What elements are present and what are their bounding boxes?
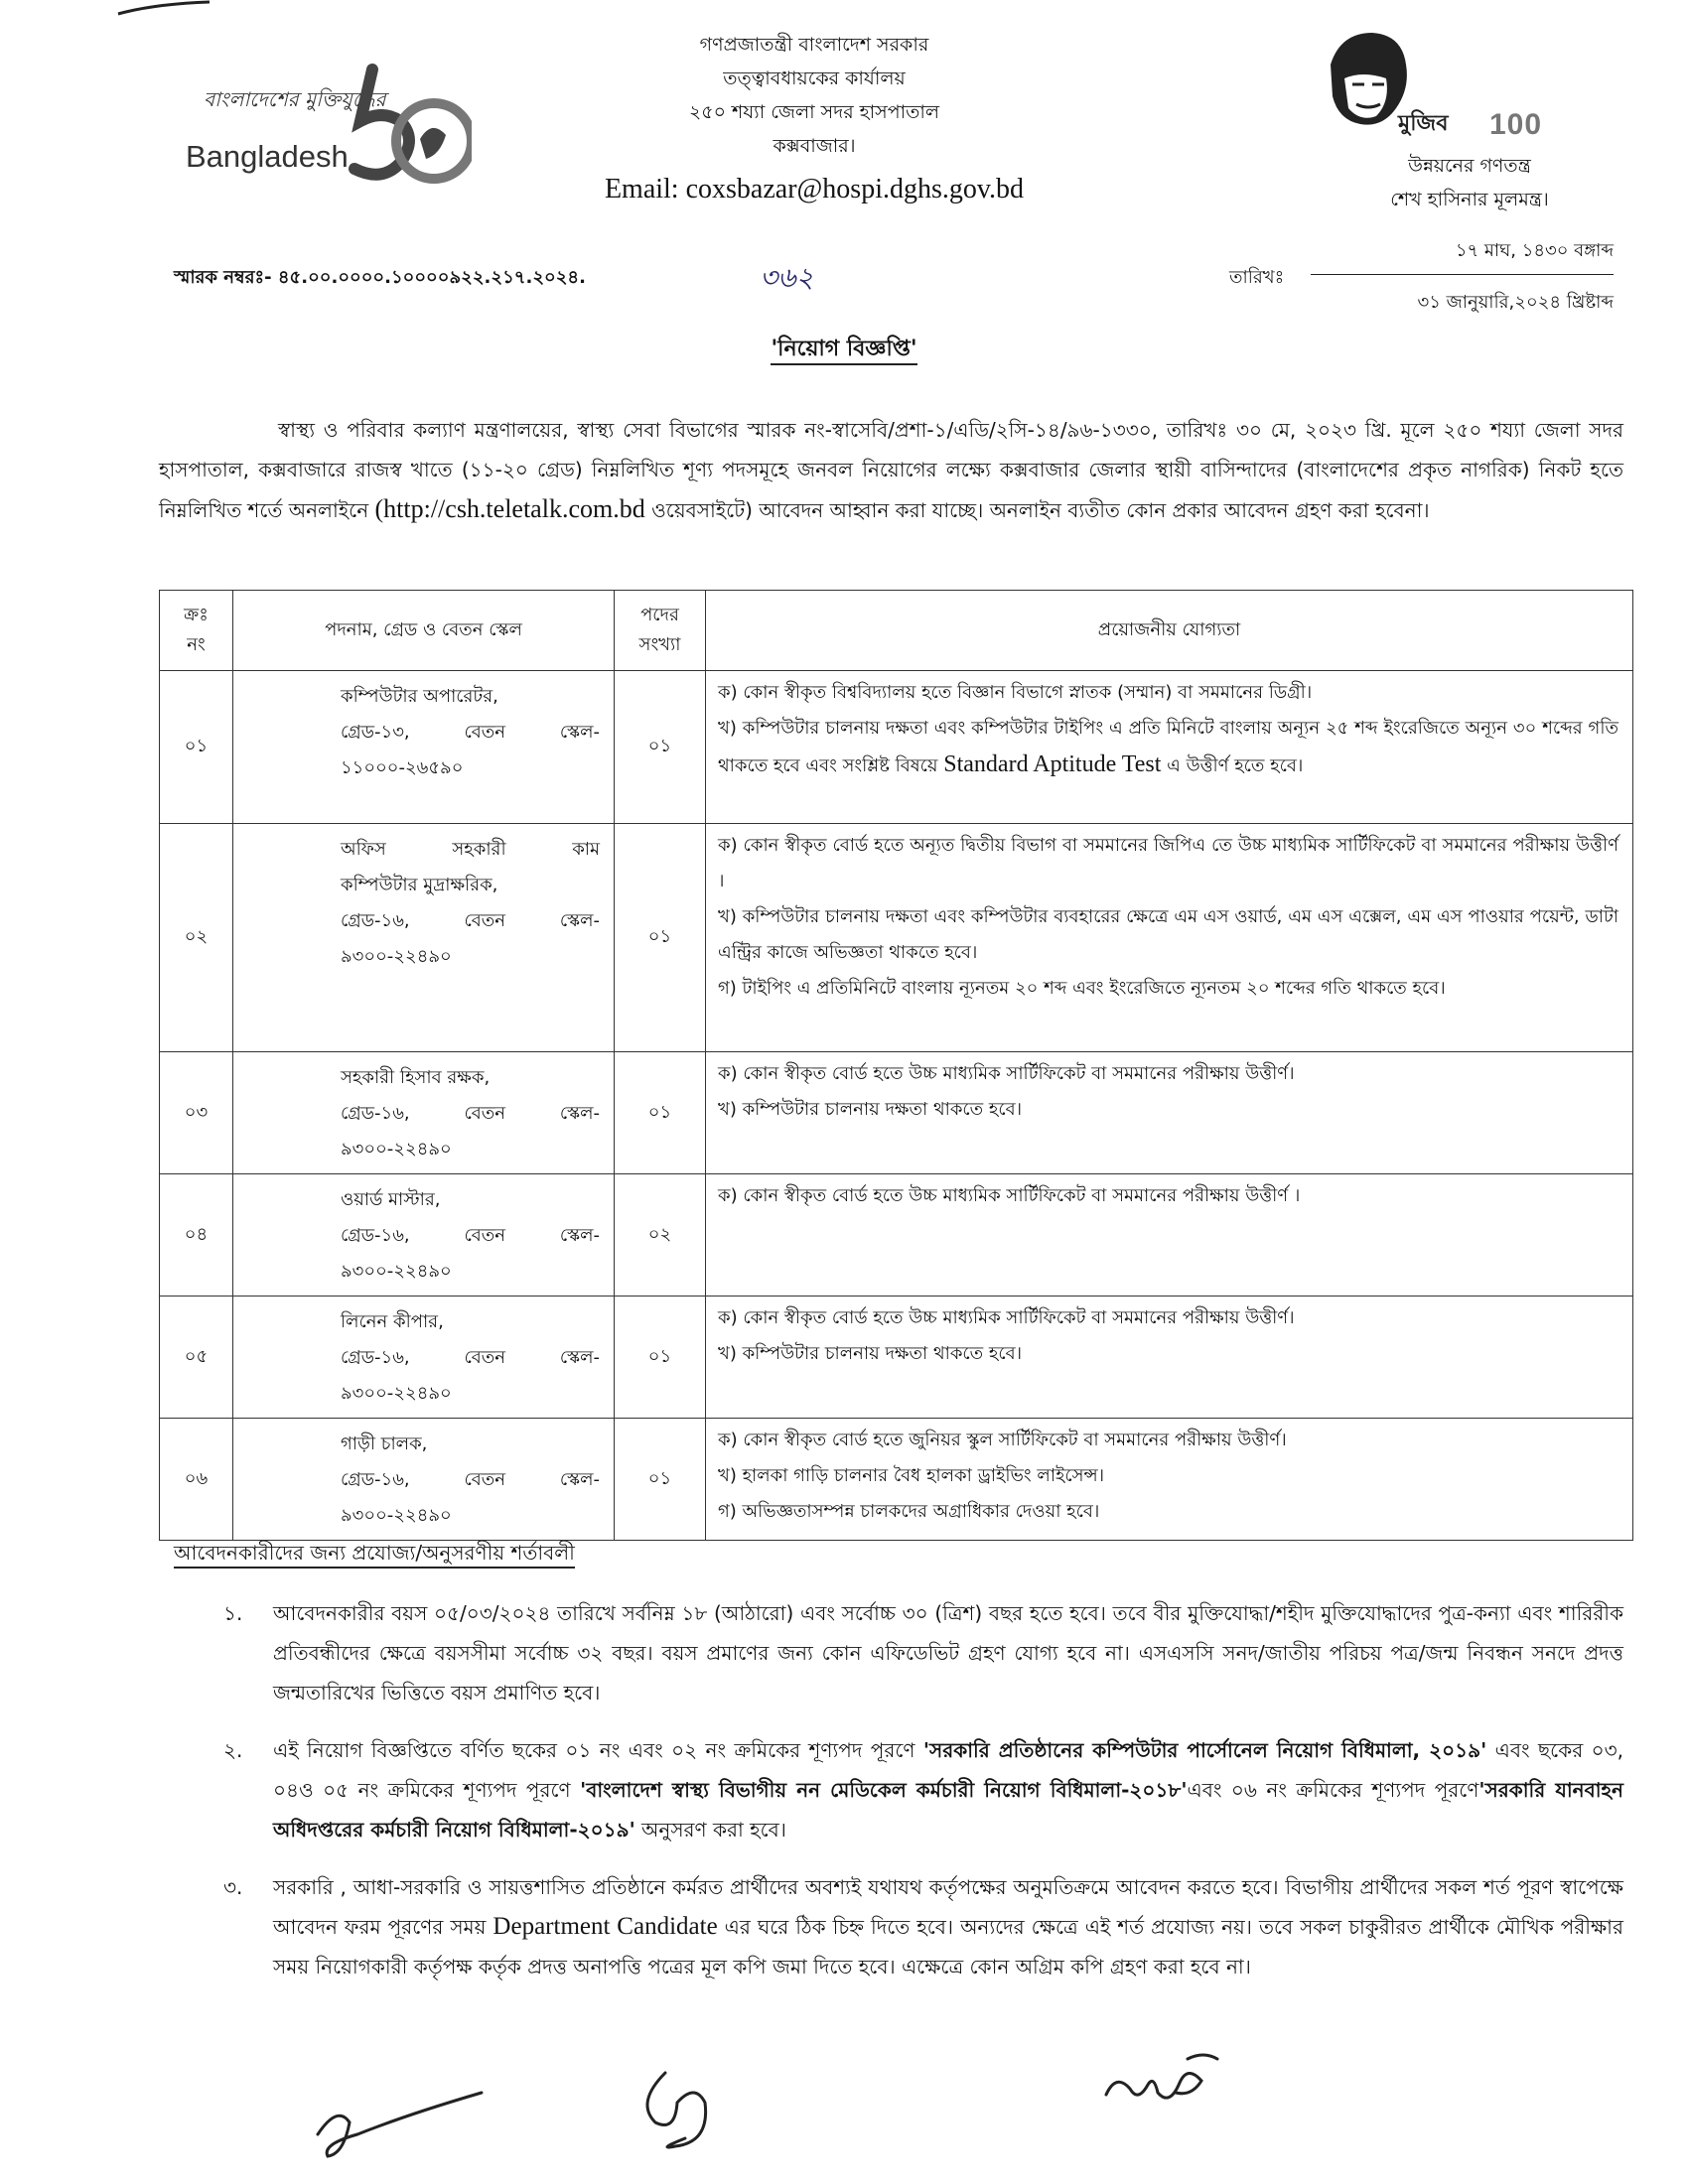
post-name: গাড়ী চালক,	[341, 1433, 428, 1454]
condition-item	[223, 1730, 1623, 1849]
row-qualification	[706, 824, 1633, 1052]
memo-number: স্মারক নম্বরঃ- ৪৫.০০.০০০০.১০০০০৯২২.২১৭.২০২৪.	[174, 267, 586, 288]
table-row	[160, 671, 1633, 824]
post-name: সহকারী হিসাব রক্ষক,	[341, 1067, 491, 1088]
row-serial: ০৬	[160, 1419, 233, 1541]
bangladesh-50-logo	[184, 60, 482, 208]
post-scale: ১১০০০-২৬৫৯০	[341, 757, 464, 778]
qualification-item: খ) কম্পিউটার চালনায় দক্ষতা থাকতে হবে।	[718, 1099, 1023, 1120]
qualification-item: খ) কম্পিউটার চালনায় দক্ষতা থাকতে হবে।	[718, 1343, 1023, 1364]
date-divider	[1311, 274, 1614, 275]
condition-number: ২.	[223, 1738, 243, 1762]
row-count: ০১	[615, 824, 706, 1052]
row-post	[233, 1419, 615, 1541]
intro-text-1: স্বাস্থ্য ও পরিবার কল্যাণ মন্ত্রণালয়ের, স্বাস্থ্য সেবা বিভাগের স্মারক নং-স্বাসেবি/প্রশা-১/এডি/২সি-১৪/৯৬-১৩৩০, তারিখঃ ৩০ মে, ২০২৩ খ্রি. মূলে ২৫০ শয্যা জেলা সদর হাসপাতাল, কক্সবাজারে রাজস্ব খাতে (১১-২০ গ্রেড) নিম্নলিখিত শূণ্য পদসমূহে জনবল নিয়োগের লক্ষ্যে কক্সবাজার জেলার স্থায়ী বাসিন্দাদের (বাংলাদেশের প্রকৃত নাগরিক) নিকট হতে নিম্নলিখিত শর্তে অনলাইনে	[159, 418, 1623, 522]
post-grade: গ্রেড-১৬, বেতন স্কেল-	[341, 1103, 600, 1124]
table-header-row	[160, 591, 1633, 671]
condition-text: অনুসরণ করা হবে।	[634, 1818, 786, 1842]
hospital-name: ২৫০ শয্যা জেলা সদর হাসপাতাল	[688, 101, 940, 123]
signature-1	[298, 2065, 496, 2174]
post-name: অফিস সহকারী কাম	[341, 839, 600, 860]
header-count: পদের সংখ্যা	[615, 591, 706, 671]
signature-3	[1092, 2045, 1231, 2124]
condition-rule-name: 'বাংলাদেশ স্বাস্থ্য বিভাগীয় নন মেডিকেল কর্মচারী নিয়োগ বিধিমালা-২০১৮'	[580, 1778, 1188, 1802]
condition-text: এর ঘরে ঠিক চিহ্ন দিতে হবে। অন্যদের ক্ষেত্রে এই শর্ত প্রযোজ্য নয়। তবে সকল চাকুরীরত প্রার্থীকে মৌখিক পরীক্ষার সময় নিয়োগকারী কর্তৃপক্ষ কর্তৃক প্রদত্ত অনাপত্তি পত্রের মূল কপি জমা দিতে হবে। এক্ষেত্রে কোন অগ্রিম কপি গ্রহণ করা হবে না।	[273, 1915, 1623, 1979]
condition-text: এই নিয়োগ বিজ্ঞপ্তিতে বর্ণিত ছকের ০১ নং এবং ০২ নং ক্রমিকের শূণ্যপদ পূরণে	[273, 1738, 923, 1762]
condition-number: ৩.	[223, 1875, 243, 1899]
memo-handwritten-number: ৩৬২	[760, 261, 814, 294]
post-grade: গ্রেড-১৬, বেতন স্কেল-	[341, 1225, 600, 1246]
condition-text: এবং ছকের ০৩, ০৪ও ০৫ নং ক্রমিকের শূণ্যপদ পূরণে	[273, 1738, 1623, 1802]
signature-2	[616, 2043, 745, 2172]
notice-title	[0, 332, 1688, 368]
post-scale: ৯৩০০-২২৪৯০	[341, 1505, 452, 1526]
row-post	[233, 1052, 615, 1174]
row-post	[233, 824, 615, 1052]
row-qualification	[706, 1297, 1633, 1419]
logo-left-bn-text: বাংলাদেশের মুক্তিযুদ্ধের	[204, 87, 386, 111]
post-name: ওয়ার্ড মাস্টার,	[341, 1189, 441, 1210]
slogan-line-2: শেখ হাসিনার মূলমন্ত্র।	[1390, 189, 1549, 210]
table-row	[160, 1052, 1633, 1174]
mujib-100-logo	[1291, 25, 1569, 154]
logo-right-number: 100	[1489, 108, 1543, 141]
table-row	[160, 824, 1633, 1052]
condition-text: এবং ০৬ নং ক্রমিকের শূণ্যপদ পূরণে	[1187, 1778, 1479, 1802]
post-scale: ৯৩০০-২২৪৯০	[341, 1383, 452, 1404]
conditions-list	[223, 1593, 1623, 2004]
header-post: পদনাম, গ্রেড ও বেতন স্কেল	[233, 591, 615, 671]
row-serial: ০২	[160, 824, 233, 1052]
slogan-line-1: উন্নয়নের গণতন্ত্র	[1408, 155, 1531, 177]
condition-item	[223, 1867, 1623, 1986]
application-url: (http://csh.teletalk.com.bd	[374, 494, 645, 523]
row-count: ০১	[615, 1297, 706, 1419]
row-count: ০১	[615, 671, 706, 824]
condition-english-text: Department Candidate	[492, 1913, 718, 1940]
qualification-text: খ) কম্পিউটার চালনায় দক্ষতা এবং কম্পিউটার টাইপিং এ প্রতি মিনিটে বাংলায় অন্যূন ২৫ শব্দ ইংরেজিতে অন্যূন ৩০ শব্দের গতি থাকতে হবে এবং সংশ্লিষ্ট বিষয়ে	[718, 718, 1618, 776]
slogan	[1291, 149, 1648, 216]
qualification-item: গ) অভিজ্ঞতাসম্পন্ন চালকদের অগ্রাধিকার দেওয়া হবে।	[718, 1501, 1100, 1522]
post-grade: গ্রেড-১৩, বেতন স্কেল-	[341, 722, 600, 743]
date-english: ৩১ জানুয়ারি,২০২৪ খ্রিষ্টাব্দ	[1417, 292, 1614, 313]
qualification-text: এ উত্তীর্ণ হতে হবে।	[1161, 755, 1304, 776]
row-count: ০২	[615, 1174, 706, 1297]
condition-item	[223, 1593, 1623, 1712]
email-address: Email: coxsbazar@hospi.dghs.gov.bd	[604, 174, 1025, 205]
government-name: গণপ্রজাতন্ত্রী বাংলাদেশ সরকার	[699, 34, 929, 56]
qualification-item: গ) টাইপিং এ প্রতিমিনিটে বাংলায় ন্যূনতম ২০ শব্দ এবং ইংরেজিতে ন্যূনতম ২০ শব্দের গতি থাকতে হবে।	[718, 978, 1446, 999]
date-bangla: ১৭ মাঘ, ১৪৩০ বঙ্গাব্দ	[1455, 240, 1614, 261]
header-serial: ক্রঃ নং	[160, 591, 233, 671]
qualification-item: ক) কোন স্বীকৃত বোর্ড হতে উচ্চ মাধ্যমিক সার্টিফিকেট বা সমমানের পরীক্ষায় উত্তীর্ণ।	[718, 1063, 1295, 1084]
post-scale: ৯৩০০-২২৪৯০	[341, 1139, 452, 1160]
post-grade: গ্রেড-১৬, বেতন স্কেল-	[341, 1347, 600, 1368]
row-qualification	[706, 1052, 1633, 1174]
qualification-english-text: Standard Aptitude Test	[943, 751, 1162, 777]
letterhead	[556, 28, 1072, 206]
notice-title-text: 'নিয়োগ বিজ্ঞপ্তি'	[771, 337, 916, 365]
row-count: ০১	[615, 1052, 706, 1174]
conditions-heading-text: আবেদনকারীদের জন্য প্রযোজ্য/অনুসরণীয় শর্তাবলী	[174, 1541, 575, 1569]
row-qualification	[706, 671, 1633, 824]
condition-text: আবেদনকারীর বয়স ০৫/০৩/২০২৪ তারিখে সর্বনিম্ন ১৮ (আঠারো) এবং সর্বোচ্চ ৩০ (ত্রিশ) বছর হতে হবে। তবে বীর মুক্তিযোদ্ধা/শহীদ মুক্তিযোদ্ধাদের পুত্র-কন্যা এবং শারিরীক প্রতিবন্ধীদের ক্ষেত্রে বয়সসীমা সর্বোচ্চ ৩২ বছর। বয়স প্রমাণের জন্য কোন এফিডেভিট গ্রহণ যোগ্য হবে না। এসএসসি সনদ/জাতীয় পরিচয় পত্র/জন্ম নিবন্ধন সনদে প্রদত্ত জন্মতারিখের ভিত্তিতে বয়স প্রমাণিত হবে।	[273, 1601, 1623, 1705]
logo-right-bn-text: মুজিব	[1398, 111, 1449, 136]
qualification-item: ক) কোন স্বীকৃত বোর্ড হতে অন্যূত দ্বিতীয় বিভাগ বা সমমানের জিপিএ তে উচ্চ মাধ্যমিক সার্টিফিকেট বা সমমানের পরীক্ষায় উত্তীর্ণ ।	[718, 835, 1618, 891]
row-serial: ০৩	[160, 1052, 233, 1174]
post-name-2: কম্পিউটার মুদ্রাক্ষরিক,	[341, 875, 498, 895]
qualification-item: খ) কম্পিউটার চালনায় দক্ষতা এবং কম্পিউটার ব্যবহারের ক্ষেত্রে এম এস ওয়ার্ড, এম এস এক্সেল, এম এস পাওয়ার পয়েন্ট, ডাটা এন্ট্রির কাজে অভিজ্ঞতা থাকতে হবে।	[718, 906, 1618, 963]
post-grade: গ্রেড-১৬, বেতন স্কেল-	[341, 1469, 600, 1490]
post-scale: ৯৩০০-২২৪৯০	[341, 946, 452, 967]
post-name: কম্পিউটার অপারেটর,	[341, 686, 498, 707]
date-label: তারিখঃ	[1229, 267, 1285, 288]
row-serial: ০৫	[160, 1297, 233, 1419]
corner-pen-mark	[114, 0, 213, 20]
intro-text-2: ওয়েবসাইটে) আবেদন আহ্বান করা যাচ্ছে। অনলাইন ব্যতীত কোন প্রকার আবেদন গ্রহণ করা হবেনা।	[644, 498, 1430, 522]
city-name: কক্সবাজার।	[773, 135, 856, 157]
table-row	[160, 1174, 1633, 1297]
logo-left-en-text: Bangladesh	[186, 139, 349, 174]
row-count: ০১	[615, 1419, 706, 1541]
condition-rule-name: 'সরকারি প্রতিষ্ঠানের কম্পিউটার পার্সোনেল নিয়োগ বিধিমালা, ২০১৯'	[922, 1738, 1487, 1762]
conditions-heading	[174, 1539, 575, 1571]
row-post	[233, 1174, 615, 1297]
qualification-item: খ) হালকা গাড়ি চালনার বৈধ হালকা ড্রাইভিং লাইসেন্স।	[718, 1465, 1105, 1486]
condition-number: ১.	[223, 1601, 243, 1625]
condition-text: সরকারি , আধা-সরকারি ও সায়ত্তশাসিত প্রতিষ্ঠানে কর্মরত প্রার্থীদের অবশ্যই যথাযথ কর্তৃপক্ষের অনুমতিক্রমে আবেদন করতে হবে। বিভাগীয় প্রার্থীদের সকল শর্ত পূরণ স্বাপেক্ষে আবেদন ফরম পূরণের সময়	[273, 1875, 1623, 1939]
row-serial: ০৪	[160, 1174, 233, 1297]
qualification-item	[718, 711, 1618, 784]
table-row	[160, 1297, 1633, 1419]
table-row	[160, 1419, 1633, 1541]
qualification-item: ক) কোন স্বীকৃত বোর্ড হতে উচ্চ মাধ্যমিক সার্টিফিকেট বা সমমানের পরীক্ষায় উত্তীর্ণ ।	[718, 1185, 1301, 1206]
qualification-item: ক) কোন স্বীকৃত বোর্ড হতে উচ্চ মাধ্যমিক সার্টিফিকেট বা সমমানের পরীক্ষায় উত্তীর্ণ।	[718, 1307, 1295, 1328]
fifty-mark-icon	[343, 60, 472, 208]
header-qualification: প্রয়োজনীয় যোগ্যতা	[706, 591, 1633, 671]
row-qualification	[706, 1174, 1633, 1297]
office-name: তত্ত্বাবধায়কের কার্যালয়	[723, 68, 906, 89]
post-scale: ৯৩০০-২২৪৯০	[341, 1261, 452, 1282]
post-name: লিনেন কীপার,	[341, 1311, 444, 1332]
qualification-item: ক) কোন স্বীকৃত বিশ্ববিদ্যালয় হতে বিজ্ঞান বিভাগে স্নাতক (সম্মান) বা সমমানের ডিগ্রী।	[718, 682, 1313, 703]
intro-paragraph	[159, 410, 1623, 530]
row-qualification	[706, 1419, 1633, 1541]
row-post	[233, 671, 615, 824]
row-serial: ০১	[160, 671, 233, 824]
row-post	[233, 1297, 615, 1419]
condition-rule-name: 'সরকারি যানবাহন অধিদপ্তরের কর্মচারী নিয়োগ বিধিমালা-২০১৯'	[273, 1778, 1623, 1842]
post-grade: গ্রেড-১৬, বেতন স্কেল-	[341, 910, 600, 931]
qualification-item: ক) কোন স্বীকৃত বোর্ড হতে জুনিয়র স্কুল সার্টিফিকেট বা সমমানের পরীক্ষায় উত্তীর্ণ।	[718, 1430, 1287, 1450]
vacancy-table	[159, 590, 1633, 1541]
